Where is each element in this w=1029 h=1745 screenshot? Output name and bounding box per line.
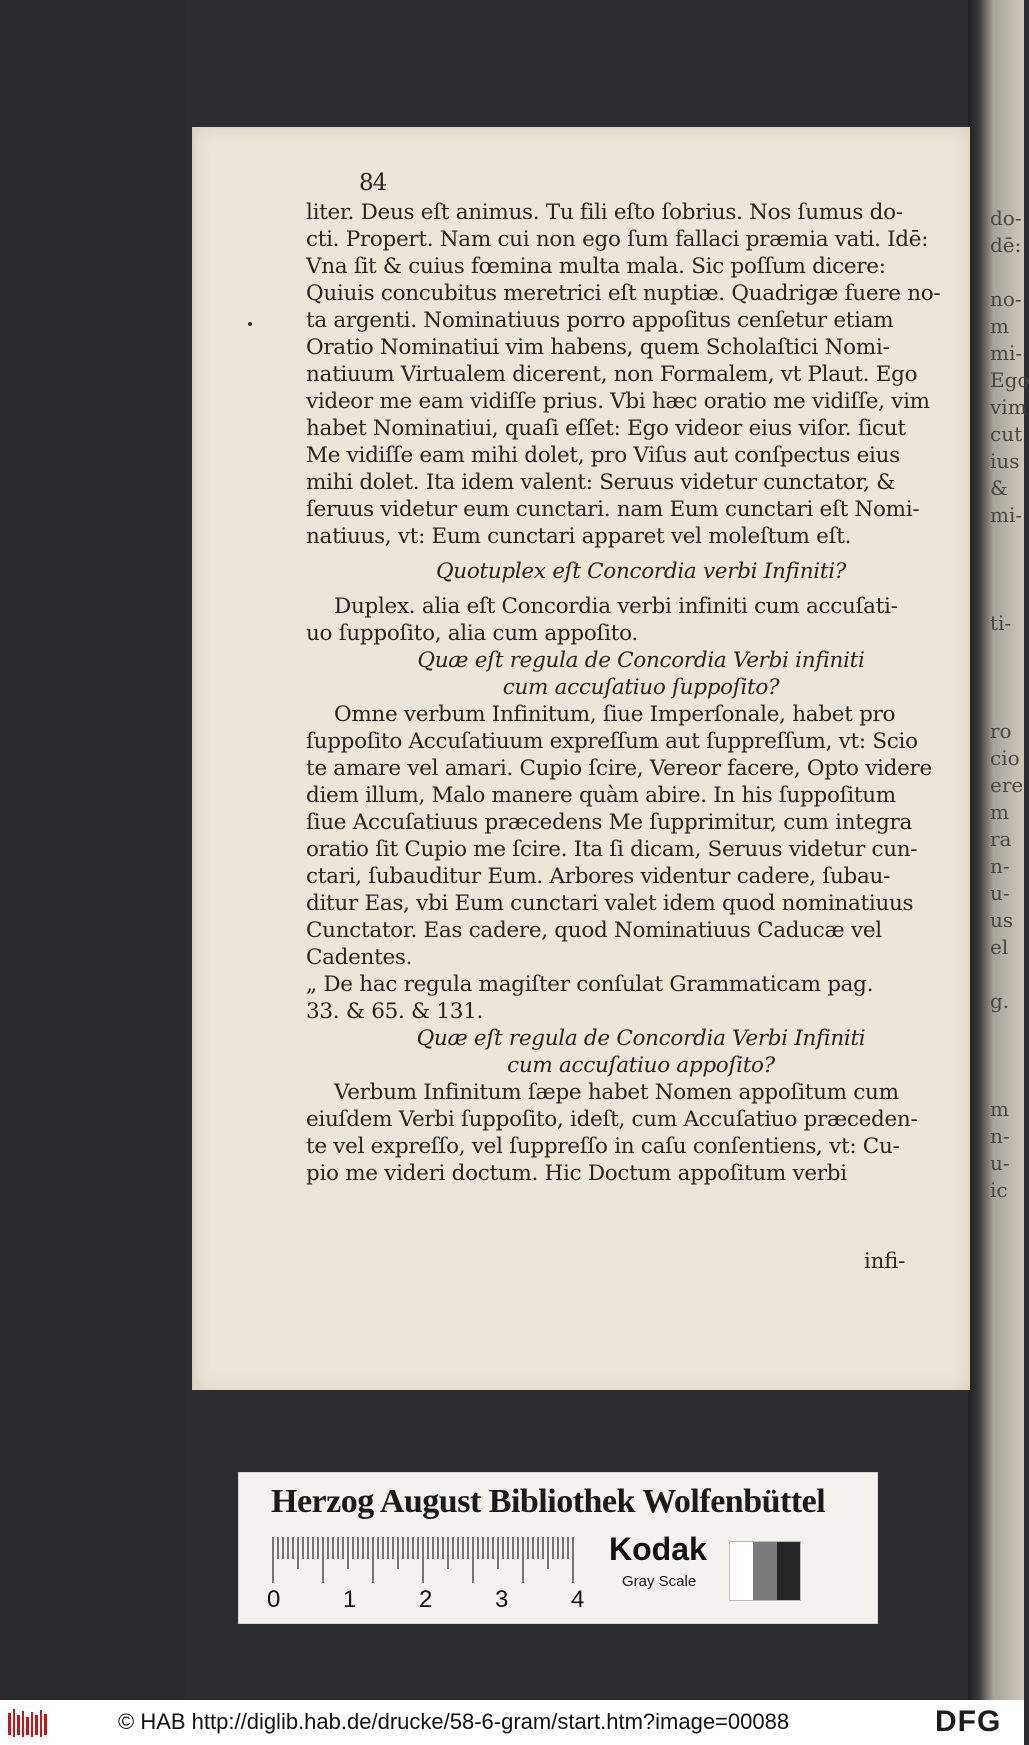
line-gap [306,585,946,593]
library-name: Herzog August Bibliothek Wolfenbüttel [271,1483,826,1520]
text-line: pio me videri doctum. Hic Doctum appoſitum verbi [306,1161,847,1186]
fragment-line: m [990,1097,1009,1121]
fragment-line: n- [990,854,1010,878]
text-line: eiuſdem Verbi ſuppoſito, ideſt, cum Accuſatiuo præceden- [306,1107,918,1132]
catchword: infi- [864,1249,906,1273]
fragment-line: mi- [990,503,1023,527]
text-line: Cadentes. [306,945,413,970]
text-line: Verbum Infinitum ſæpe habet Nomen appoſitum cum [334,1080,899,1105]
fragment-line: el [990,935,1009,959]
swatch-patch [753,1542,776,1600]
text-line: oratio ſit Cupio me ſcire. Ita ſi dicam, Seruus videtur cun- [306,837,918,862]
fragment-line [990,961,1024,988]
fragment-line: ti- [990,611,1012,635]
text-line: natiuum Virtualem dicerent, non Formalem, vt Plaut. Ego [306,362,918,387]
fragment-line: ere [990,773,1024,797]
ruler-label: 3 [495,1586,509,1613]
text-line: ſuppoſito Accuſatiuum expreſſum aut ſuppreſſum, vt: Scio [306,729,918,754]
text-line: natiuus, vt: Eum cunctari apparet vel moleſtum eſt. [306,524,852,549]
color-reference-card [238,1472,878,1624]
fragment-line: mi- [990,341,1023,365]
fragment-line: cut [990,422,1023,446]
fragment-line: cio [990,746,1020,770]
swatch-patch [777,1542,800,1600]
dfg-logo: DFG [935,1705,1002,1738]
fragment-line: ius [990,449,1020,473]
fragment-line [990,1069,1024,1096]
fragment-line: n- [990,1124,1010,1148]
fragment-line: ro [990,719,1012,743]
footer-bar [0,1700,1024,1745]
text-line: 33. & 65. & 131. [306,999,484,1024]
gray-swatch [729,1541,801,1601]
line-gap [306,550,946,558]
fragment-line [990,529,1024,556]
ruler-label: 0 [267,1586,281,1613]
fragment-line: dē: [990,233,1022,257]
text-line: „ De hac regula magiſter conſulat Grammaticam pag. [306,972,874,997]
text-line: ditur Eas, vbi Eum cunctari valet idem quod nominatiuus [306,891,914,916]
text-line: Vna ſit & cuius fœmina multa mala. Sic poſſum dicere: [306,254,886,279]
gray-scale-label: Gray Scale [622,1573,697,1590]
fragment-line [990,1015,1024,1042]
barcode-icon [8,1709,48,1737]
text-line: ſeruus videtur eum cunctari. nam Eum cunctari eſt Nomi- [306,497,920,522]
text-line: ta argenti. Nominatiuus porro appoſitus cenſetur etiam [306,308,894,333]
text-line: cti. Propert. Nam cui non ego ſum fallaci præmia vati. Idē: [306,227,929,252]
fragment-line: Ego [990,368,1029,392]
fragment-line: vim [990,395,1027,419]
text-line: uo ſuppoſito, alia cum appoſito. [306,621,638,646]
fragment-line: u- [990,1151,1010,1175]
fragment-line: do- [990,206,1022,230]
section-heading: Quæ eſt regula de Concordia Verbi Infiniti [416,1026,866,1051]
fragment-line: ic [990,1178,1008,1202]
text-line: Duplex. alia eſt Concordia verbi infiniti cum accuſati- [334,594,898,619]
fragment-line: u- [990,881,1010,905]
fragment-line: m [990,800,1009,824]
text-line: Omne verbum Infinitum, ſiue Imperſonale, habet pro [334,702,896,727]
fragment-line: & [990,476,1008,500]
text-line: liter. Deus eſt animus. Tu fili eſto ſobrius. Nos ſumus do- [306,200,903,225]
background-board [0,0,185,1700]
fragment-line [990,583,1024,610]
text-line: Cunctator. Eas cadere, quod Nominatiuus Caducæ vel [306,918,882,943]
text-line: Oratio Nominatiui vim habens, quem Scholaſtici Nomi- [306,335,890,360]
text-line: mihi dolet. Ita idem valent: Seruus videtur cunctator, & [306,470,896,495]
ink-dot [248,322,252,326]
fragment-line [990,1042,1024,1069]
book-page [192,127,970,1390]
text-line: Me vidiſſe eam mihi dolet, pro Viſus aut conſpectus eius [306,443,900,468]
text-line: habet Nominatiui, quaſi eſſet: Ego videor eius viſor. ſicut [306,416,906,441]
section-heading: Quæ eſt regula de Concordia Verbi infiniti [417,648,865,673]
text-line: ctari, ſubauditur Eum. Arbores videntur cadere, ſubau- [306,864,891,889]
ruler-label: 4 [571,1586,585,1613]
fragment-line [990,637,1024,664]
fragment-line [990,556,1024,583]
page-text [306,199,946,1187]
fragment-line: g. [990,989,1010,1013]
ruler-label: 1 [343,1586,357,1613]
fragment-line: no- [990,287,1022,311]
ruler-label: 2 [419,1586,433,1613]
footer-copyright-link[interactable]: © HAB http://diglib.hab.de/drucke/58-6-gram/start.htm?image=00088 [118,1709,790,1734]
fragment-line [990,259,1024,286]
fragment-line: m [990,314,1009,338]
text-line: Quiuis concubitus meretrici eſt nuptiæ. Quadrigæ fuere no- [306,281,941,306]
section-heading: cum accuſatiuo ſuppoſito? [502,675,780,700]
text-line: te vel expreſſo, vel ſuppreſſo in caſu conſentiens, vt: Cu- [306,1134,900,1159]
swatch-patch [730,1542,753,1600]
adjacent-page-text [990,205,1029,1204]
text-line: ſiue Accuſatiuus præcedens Me ſupprimitur, cum integra [306,810,913,835]
fragment-line: ra [990,827,1012,851]
brand-label: Kodak [609,1531,707,1567]
section-heading: Quotuplex eſt Concordia verbi Infiniti? [435,559,847,584]
section-heading: cum accuſatiuo appoſito? [507,1053,775,1078]
fragment-line: us [990,908,1014,932]
text-line: te amare vel amari. Cupio ſcire, Vereor facere, Opto videre [306,756,932,781]
page-number: 84 [359,170,387,196]
text-line: videor me eam vidiſſe prius. Vbi hæc oratio me vidiſſe, vim [306,389,930,414]
fragment-line [990,691,1024,718]
fragment-line [990,664,1024,691]
text-line: diem illum, Malo manere quàm abire. In his ſuppoſitum [306,783,896,808]
ruler-scale [271,1535,581,1585]
